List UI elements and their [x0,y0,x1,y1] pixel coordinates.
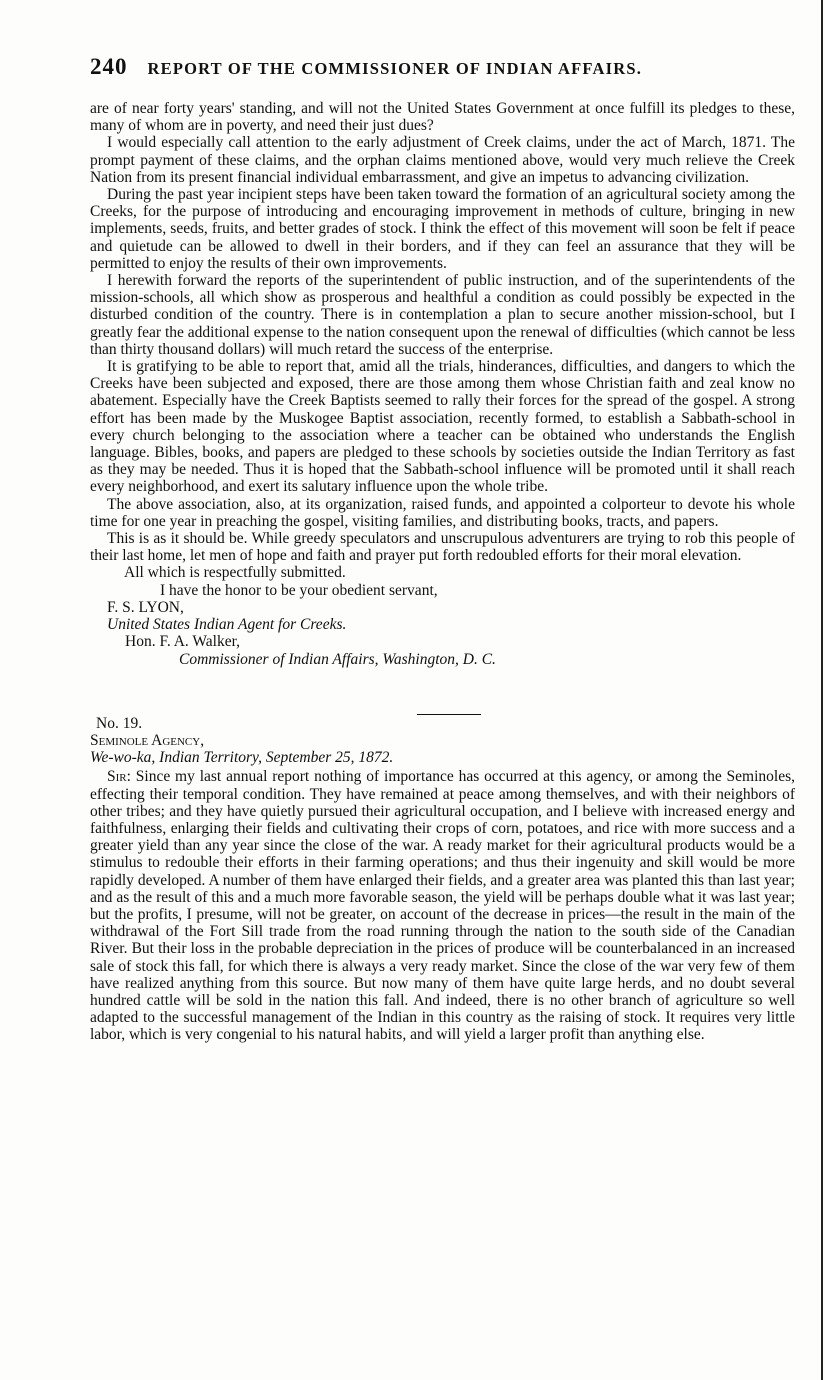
addressee-name: Hon. F. A. Walker, [125,633,241,651]
seminole-agency-report [90,715,795,1044]
paragraph: are of near forty years' standing, and will not the United States Government at once fulfill its pledges to these, many of whom are in poverty, and need their just dues? [90,100,795,135]
signature-title: United States Indian Agent for Creeks. [107,616,347,634]
paragraph: This is as it should be. While greedy speculators and unscrupulous adventurers are trying to rob this people of their last home, let men of hope and faith and prayer put forth redoubled efforts for their moral elevation. [90,530,795,565]
paragraph [90,768,795,1043]
addressee-title: Commissioner of Indian Affairs, Washington, D. C. [179,650,496,668]
page-edge-rule [821,0,823,1380]
page-number: 240 [90,54,128,79]
running-head-title: REPORT OF THE COMMISSIONER OF INDIAN AFFAIRS. [147,59,643,78]
signature-name: F. S. LYON, [107,598,184,616]
document-number: No. 19. [96,714,143,732]
paragraph: I herewith forward the reports of the superintendent of public instruction, and of the superintendents of the mission-schools, all which show as prosperous and healthful a condition as could possibly be expected in the disturbed condition of the country. There is in contemplation a plan to secure another mission-school, but I greatly fear the additional expense to the nation consequent upon the renewal of difficulties (which cannot be less than thirty thousand dollars) will much retard the success of the enterprise. [90,272,795,358]
paragraph-text: Since my last annual report nothing of importance has occurred at this agency, or among the Seminoles, effecting their temporal condition. They have remained at peace among themselves, and with their neighbors of other tribes; and they have quietly pursued their agricultural occupation, and I believe with increased energy and faithfulness, enlarging their fields and cultivating their crops of corn, potatoes, and rice with more success and a greater yield than any year since the close of the war. A ready market for their agricultural products would be a stimulus to redouble their efforts in their farming operations; and thus their ingenuity and skill would be more rapidly developed. A number of them have enlarged their fields, and a greater area was planted this than last year; and as the result of this and a much more favorable season, the yield will be perhaps double what it was last year; but the profits, I presume, will not be greater, on account of the decrease in prices—the result in the main of the withdrawal of the Fort Sill trade from the road running through the nation to the south side of the Canadian River. But their loss in the probable depreciation in the prices of produce will be counterbalanced in an increased sale of stock this fall, for which there is always a very ready market. Since the close of the war very few of them have realized anything from this source. But now many of them have quite large herds, and no doubt several hundred cattle will be sold in the nation this fall. And indeed, there is no other branch of agriculture so well adapted to the successful management of the Indian in this country as the raising of stock. It requires very little labor, which is very congenial to his natural habits, and will yield a larger profit than anything else. [90,768,795,1044]
paragraph: During the past year incipient steps have been taken toward the formation of an agricultural society among the Creeks, for the purpose of introducing and encouraging improvement in methods of culture, bringing in new implements, seeds, fruits, and better grades of stock. I think the effect of this movement will soon be felt if peace and quietude can be allowed to dwell in their borders, and if they can feel an assurance that they will be permitted to enjoy the results of their own improvements. [90,186,795,272]
dateline: We-wo-ka, Indian Territory, September 25, 1872. [90,749,394,767]
paragraph: I would especially call attention to the early adjustment of Creek claims, under the act of March, 1871. The prompt payment of these claims, and the orphan claims mentioned above, would very much relieve the Creek Nation from its present financial individual embarrassment, and give an impetus to advancing civilization. [90,134,795,186]
closing-line: I have the honor to be your obedient servant, [160,581,438,599]
closing-line: All which is respectfully submitted. [124,564,346,582]
paragraph: It is gratifying to be able to report that, amid all the trials, hinderances, difficulties, and dangers to which the Creeks have been subjected and exposed, there are those among them whose Christian faith and zeal know no abatement. Especially have the Creek Baptists seemed to rally their forces for the spread of the gospel. A strong effort has been made by the Muskogee Baptist association, recently formed, to establish a Sabbath-school in every church belonging to the association where a teacher can be obtained who understands the English language. Bibles, books, and papers are pledged to these schools by societies outside the Indian Territory as fast as they may be needed. Thus it is hoped that the Sabbath-school influence will be promoted until it shall reach every neighborhood, and exert its salutary influence upon the whole tribe. [90,358,795,496]
paragraph: The above association, also, at its organization, raised funds, and appointed a colporteur to devote his whole time for one year in preaching the gospel, visiting families, and distributing books, tracts, and papers. [90,495,795,530]
body-text [90,100,795,1044]
letter-closing [90,564,795,667]
running-header [90,54,795,80]
salutation: Sir: [107,768,131,786]
creek-agent-report-continuation [90,100,795,564]
agency-name: Seminole Agency, [90,731,205,749]
